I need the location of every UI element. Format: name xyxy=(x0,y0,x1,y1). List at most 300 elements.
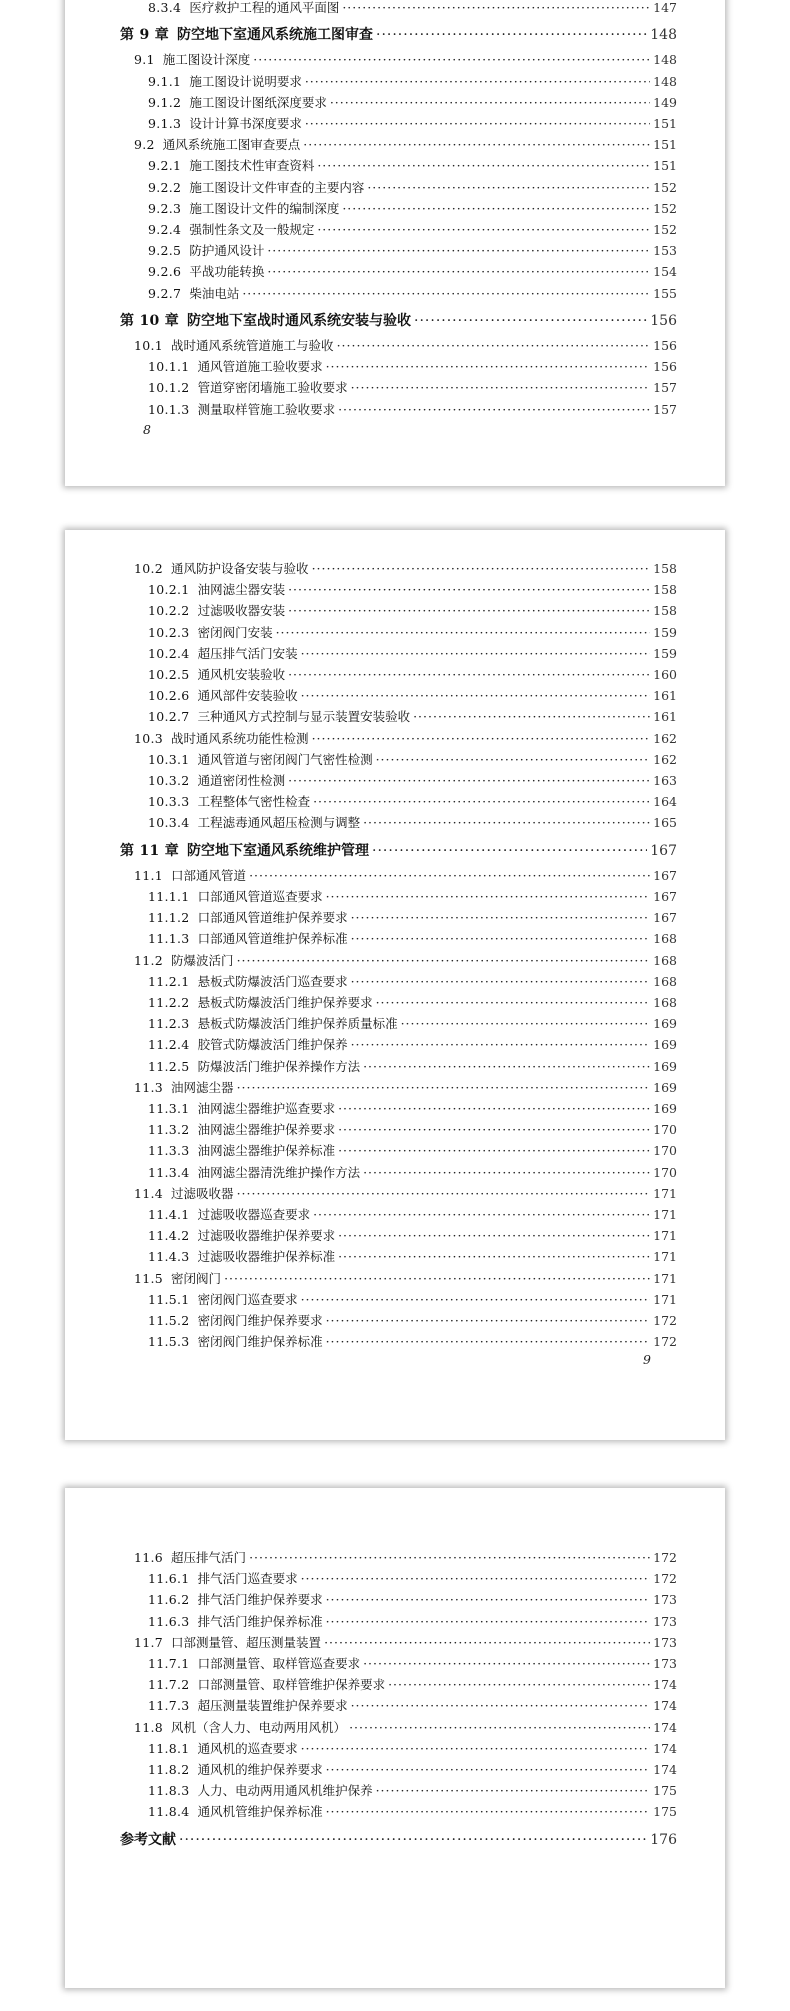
dot-leader xyxy=(351,974,651,990)
toc-entry-page: 151 xyxy=(653,137,677,153)
toc-entry[interactable] xyxy=(148,931,677,947)
toc-entry-page: 174 xyxy=(653,1719,677,1735)
toc-entry-page: 173 xyxy=(653,1592,677,1608)
toc-entry-title: 口部测量管、取样管维护保养要求 xyxy=(197,1677,386,1693)
toc-entry-title: 密闭阀门维护保养标准 xyxy=(197,1334,323,1350)
toc-entry-title: 通风机安装验收 xyxy=(197,667,286,682)
toc-entry-number: 10.3.1 xyxy=(148,751,190,767)
dot-leader xyxy=(376,995,651,1011)
dot-leader xyxy=(313,1207,650,1223)
toc-entry-number: 10.2 xyxy=(134,561,164,576)
page-number: 9 xyxy=(643,1352,651,1367)
toc-entry-page: 164 xyxy=(653,794,677,810)
toc-entry-title: 胶管式防爆波活门维护保养 xyxy=(197,1037,348,1053)
toc-entry-title: 通风部件安装验收 xyxy=(197,688,298,704)
dot-leader xyxy=(326,1804,651,1820)
toc-entry-number: 10.3.2 xyxy=(148,773,190,788)
dot-leader xyxy=(326,1334,651,1350)
toc-entry-page: 171 xyxy=(653,1185,677,1201)
toc-entry-number: 11.2.1 xyxy=(148,973,190,989)
dot-leader xyxy=(376,26,647,44)
toc-entry-number: 11.2.5 xyxy=(148,1058,190,1074)
toc-entry-title: 平战功能转换 xyxy=(189,264,265,280)
toc-entry-page: 174 xyxy=(653,1762,677,1777)
toc-entry-title: 油网滤尘器清洗维护操作方法 xyxy=(197,1164,361,1180)
toc-entry-title: 过滤吸收器维护保养要求 xyxy=(197,1228,336,1244)
toc-entry[interactable] xyxy=(148,1698,677,1714)
toc-entry[interactable] xyxy=(148,688,677,704)
toc-entry[interactable] xyxy=(148,910,677,926)
toc-entry-page: 175 xyxy=(653,1804,677,1820)
dot-leader xyxy=(363,815,650,831)
toc-entry[interactable] xyxy=(148,264,677,280)
toc-entry[interactable] xyxy=(148,752,677,768)
toc-entry-number: 11.4 xyxy=(134,1185,164,1201)
toc-entry-title: 油网滤尘器安装 xyxy=(197,582,286,598)
toc-entry-title: 三种通风方式控制与显示装置安装验收 xyxy=(197,709,411,725)
toc-entry-page: 169 xyxy=(653,1101,677,1116)
toc-entry-page: 172 xyxy=(653,1571,677,1587)
toc-entry-title: 口部测量管、取样管巡查要求 xyxy=(197,1656,361,1671)
toc-entry-page: 170 xyxy=(653,1164,677,1180)
toc-entry-title: 战时通风系统功能性检测 xyxy=(171,730,309,746)
toc-entry[interactable] xyxy=(148,1334,677,1350)
toc-entry-number: 8.3.4 xyxy=(148,0,182,15)
toc-entry-page: 171 xyxy=(653,1291,677,1307)
toc-entry[interactable] xyxy=(148,995,677,1011)
toc-entry-number: 11.2.2 xyxy=(148,995,190,1010)
toc-entry[interactable] xyxy=(148,1656,677,1672)
toc-entry-title: 口部通风管道 xyxy=(171,867,247,883)
toc-entry[interactable] xyxy=(148,889,677,905)
toc-entry-page: 167 xyxy=(653,867,677,883)
toc-entry[interactable] xyxy=(134,1186,677,1202)
toc-entry-page: 152 xyxy=(653,222,677,237)
toc-entry[interactable] xyxy=(148,1741,677,1757)
dot-leader xyxy=(326,1592,651,1608)
dot-leader xyxy=(363,1165,650,1181)
toc-entry-number: 11.1.2 xyxy=(148,910,190,926)
toc-entry-title: 过滤吸收器巡查要求 xyxy=(197,1207,311,1222)
toc-entry-title: 管道穿密闭墙施工验收要求 xyxy=(197,380,348,396)
toc-entry[interactable] xyxy=(148,1016,677,1032)
toc-entry-number: 10.3.3 xyxy=(148,794,190,810)
toc-entry-number: 11.8.4 xyxy=(148,1804,190,1820)
toc-entry-title: 施工图技术性审查资料 xyxy=(189,158,315,174)
toc-entry-number: 11.5.1 xyxy=(148,1291,190,1307)
toc-entry[interactable] xyxy=(148,1571,677,1587)
toc-entry-title: 强制性条文及一般规定 xyxy=(189,222,315,237)
toc-entry-number: 11.8.2 xyxy=(148,1762,190,1777)
toc-entry-number: 11.6.2 xyxy=(148,1592,190,1608)
toc-entry[interactable] xyxy=(148,1249,677,1265)
toc-entry-title: 测量取样管施工验收要求 xyxy=(197,401,336,417)
toc-entry-title: 施工图设计文件的编制深度 xyxy=(189,200,340,216)
toc-entry[interactable] xyxy=(148,1207,677,1223)
toc-entry-page: 173 xyxy=(653,1613,677,1629)
toc-entry-page: 157 xyxy=(653,401,677,417)
dot-leader xyxy=(413,709,650,725)
toc-entry-title: 通风机的巡查要求 xyxy=(197,1740,298,1756)
toc-entry-page: 169 xyxy=(653,1016,677,1032)
toc-entry-page: 147 xyxy=(653,0,677,15)
toc-entry-number: 11.1 xyxy=(134,867,164,883)
dot-leader xyxy=(326,1762,651,1778)
dot-leader xyxy=(288,582,650,598)
toc-entry-number: 9.2.4 xyxy=(148,222,182,237)
toc-entry[interactable] xyxy=(134,731,677,747)
dot-leader xyxy=(351,931,651,947)
toc-entry-title: 口部通风管道维护保养标准 xyxy=(197,931,348,947)
toc-entry-number: 9.1.1 xyxy=(148,73,182,89)
toc-entry-title: 防护通风设计 xyxy=(189,243,265,259)
dot-leader xyxy=(351,1698,651,1714)
toc-entry-number: 10.2.5 xyxy=(148,667,190,682)
toc-entry-number: 11.6.1 xyxy=(148,1571,190,1587)
dot-leader xyxy=(249,868,650,884)
toc-entry[interactable] xyxy=(134,1550,677,1566)
toc-entry-number: 10.1.3 xyxy=(148,401,190,417)
dot-leader xyxy=(267,264,650,280)
toc-entry-number: 11.5.2 xyxy=(148,1313,190,1328)
toc-entry[interactable] xyxy=(148,1313,677,1329)
dot-leader xyxy=(312,731,651,747)
toc-page-3 xyxy=(65,1488,725,1988)
toc-entry-page: 159 xyxy=(653,624,677,640)
toc-entry[interactable] xyxy=(148,1122,677,1138)
toc-entry-page: 162 xyxy=(653,730,677,746)
toc-entry-page: 172 xyxy=(653,1550,677,1565)
dot-leader xyxy=(301,1741,651,1757)
toc-entry-page: 155 xyxy=(653,285,677,301)
toc-entry-number: 10.1.1 xyxy=(148,359,190,375)
toc-entry-title: 悬板式防爆波活门维护保养质量标准 xyxy=(197,1016,398,1032)
toc-entry-number: 11.7 xyxy=(134,1634,164,1650)
toc-entry[interactable] xyxy=(134,1635,677,1651)
dot-leader xyxy=(363,1059,650,1075)
toc-entry[interactable] xyxy=(148,667,677,683)
toc-entry-page: 170 xyxy=(653,1143,677,1159)
toc-entry-number: 10.1 xyxy=(134,338,164,353)
toc-entry-page: 158 xyxy=(653,603,677,619)
toc-entry-page: 152 xyxy=(653,200,677,216)
toc-entry-page: 171 xyxy=(653,1270,677,1286)
dot-leader xyxy=(338,1228,650,1244)
toc-entry-number: 11.4.1 xyxy=(148,1207,190,1222)
toc-entry-page: 175 xyxy=(653,1783,677,1799)
toc-entry-title: 口部通风管道巡查要求 xyxy=(197,889,323,904)
toc-entry-title: 密闭阀门巡查要求 xyxy=(197,1291,298,1307)
toc-entry-title: 过滤吸收器维护保养标准 xyxy=(197,1249,336,1265)
toc-entry-page: 158 xyxy=(653,582,677,598)
toc-entry[interactable] xyxy=(148,402,677,418)
toc-entry-number: 第 9 章 xyxy=(120,27,169,44)
toc-entry-page: 161 xyxy=(653,688,677,704)
toc-entry[interactable] xyxy=(148,158,677,174)
toc-entry-page: 160 xyxy=(653,667,677,682)
toc-entry-number: 10.1.2 xyxy=(148,380,190,396)
toc-entry-number: 11.1.3 xyxy=(148,931,190,947)
toc-entry[interactable] xyxy=(148,201,677,217)
toc-entry[interactable] xyxy=(134,953,677,969)
toc-entry-number: 9.1.2 xyxy=(148,94,182,110)
toc-entry-page: 165 xyxy=(653,815,677,831)
toc-entry[interactable] xyxy=(148,0,677,16)
toc-entry-page: 172 xyxy=(653,1313,677,1328)
toc-entry-page: 173 xyxy=(653,1634,677,1650)
toc-entry-number: 11.5 xyxy=(134,1270,164,1286)
toc-entry-page: 158 xyxy=(653,561,677,576)
toc-entry-number: 11.3.2 xyxy=(148,1122,190,1138)
toc-entry-number: 9.2.1 xyxy=(148,158,182,174)
toc-entry-page: 151 xyxy=(653,158,677,174)
toc-entry-number: 11.7.2 xyxy=(148,1677,190,1693)
dot-leader xyxy=(276,625,651,641)
toc-entry-number: 10.3 xyxy=(134,730,164,746)
toc-entry[interactable] xyxy=(148,603,677,619)
toc-entry[interactable] xyxy=(148,286,677,302)
toc-entry[interactable] xyxy=(148,974,677,990)
toc-entry-title: 施工图设计说明要求 xyxy=(189,73,302,89)
toc-entry-title: 口部通风管道维护保养要求 xyxy=(197,910,348,926)
toc-entry[interactable] xyxy=(134,868,677,884)
toc-entry[interactable] xyxy=(134,561,677,577)
toc-entry[interactable] xyxy=(148,74,677,90)
toc-entry[interactable] xyxy=(148,625,677,641)
toc-entry-page: 168 xyxy=(653,995,677,1010)
toc-entry-title: 油网滤尘器 xyxy=(171,1079,234,1095)
toc-entry[interactable] xyxy=(134,52,677,68)
toc-entry-number: 11.6.3 xyxy=(148,1613,190,1629)
toc-entry-title: 防空地下室战时通风系统安装与验收 xyxy=(187,312,412,329)
toc-entry-page: 163 xyxy=(653,773,677,788)
dot-leader xyxy=(237,953,651,969)
toc-entry-title: 通风管道施工验收要求 xyxy=(197,359,323,375)
toc-entry-page: 148 xyxy=(653,52,677,68)
toc-entry-page: 174 xyxy=(653,1677,677,1693)
toc-entry-number: 11.8 xyxy=(134,1719,164,1735)
toc-entry-number: 11.8.3 xyxy=(148,1783,190,1799)
toc-entry-number: 11.2 xyxy=(134,952,164,968)
toc-entry-title: 医疗救护工程的通风平面图 xyxy=(189,0,340,15)
toc-chapter[interactable] xyxy=(120,842,677,860)
toc-entry-page: 151 xyxy=(653,116,677,131)
toc-entry[interactable] xyxy=(134,1720,677,1736)
toc-entry-number: 11.3.4 xyxy=(148,1164,190,1180)
toc-entry-title: 施工图设计文件审查的主要内容 xyxy=(189,179,365,195)
toc-entry-title: 施工图设计图纸深度要求 xyxy=(189,94,327,110)
toc-entry[interactable] xyxy=(148,180,677,196)
dot-leader xyxy=(237,1186,651,1202)
toc-entry-title: 悬板式防爆波活门维护保养要求 xyxy=(197,995,373,1010)
toc-entry-number: 9.2.6 xyxy=(148,264,182,280)
toc-entry-title: 通风防护设备安装与验收 xyxy=(171,561,309,576)
dot-leader xyxy=(305,116,650,132)
toc-entry-title: 工程整体气密性检查 xyxy=(197,794,311,810)
toc-entry[interactable] xyxy=(148,359,677,375)
toc-chapter[interactable] xyxy=(120,1831,677,1849)
page-number: 8 xyxy=(143,422,151,437)
toc-page-1 xyxy=(65,0,725,486)
toc-entry-page: 169 xyxy=(653,1058,677,1074)
dot-leader xyxy=(376,752,651,768)
toc-entry[interactable] xyxy=(148,709,677,725)
toc-entry[interactable] xyxy=(148,815,677,831)
toc-entry-page: 161 xyxy=(653,709,677,725)
toc-entry[interactable] xyxy=(148,1165,677,1181)
toc-entry[interactable] xyxy=(134,338,677,354)
toc-entry-page: 171 xyxy=(653,1228,677,1244)
toc-chapter[interactable] xyxy=(120,312,677,330)
toc-entry[interactable] xyxy=(134,1080,677,1096)
dot-leader xyxy=(326,1313,651,1329)
dot-leader xyxy=(305,74,650,90)
dot-leader xyxy=(288,667,650,683)
dot-leader xyxy=(330,95,650,111)
toc-entry-page: 171 xyxy=(653,1249,677,1265)
toc-entry[interactable] xyxy=(148,243,677,259)
toc-entry-title: 战时通风系统管道施工与验收 xyxy=(171,338,334,353)
dot-leader xyxy=(242,286,650,302)
toc-entry-title: 超压排气活门安装 xyxy=(197,645,298,661)
toc-entry-title: 通风机的维护保养要求 xyxy=(197,1762,323,1777)
dot-leader xyxy=(288,773,650,789)
dot-leader xyxy=(301,688,651,704)
toc-entry-number: 11.1.1 xyxy=(148,889,190,904)
toc-entry-number: 9.1.3 xyxy=(148,116,182,131)
toc-entry[interactable] xyxy=(148,1614,677,1630)
toc-entry-page: 169 xyxy=(653,1079,677,1095)
toc-entry-page: 167 xyxy=(653,910,677,926)
dot-leader xyxy=(301,1292,651,1308)
dot-leader xyxy=(324,1635,650,1651)
toc-entry-page: 168 xyxy=(653,952,677,968)
toc-entry-number: 11.3 xyxy=(134,1079,164,1095)
toc-page-2 xyxy=(65,530,725,1440)
toc-entry[interactable] xyxy=(148,95,677,111)
toc-entry[interactable] xyxy=(148,1804,677,1820)
dot-leader xyxy=(351,1037,651,1053)
dot-leader xyxy=(179,1831,647,1849)
toc-entry-page: 148 xyxy=(650,27,677,44)
toc-entry-page: 168 xyxy=(653,931,677,947)
toc-entry[interactable] xyxy=(148,582,677,598)
toc-entry-page: 174 xyxy=(653,1698,677,1714)
toc-entry[interactable] xyxy=(148,794,677,810)
dot-leader xyxy=(249,1550,650,1566)
toc-entry-number: 第 10 章 xyxy=(120,312,180,329)
dot-leader xyxy=(351,380,651,396)
toc-entry-page: 174 xyxy=(653,1740,677,1756)
toc-entry-number: 11.3.1 xyxy=(148,1101,190,1116)
toc-entry[interactable] xyxy=(148,380,677,396)
dot-leader xyxy=(388,1677,650,1693)
dot-leader xyxy=(338,1101,650,1117)
toc-entry-number: 10.2.1 xyxy=(148,582,190,598)
dot-leader xyxy=(338,402,650,418)
toc-entry-page: 156 xyxy=(653,338,677,353)
toc-entry-number: 10.2.6 xyxy=(148,688,190,704)
toc-entry[interactable] xyxy=(148,222,677,238)
toc-entry[interactable] xyxy=(134,137,677,153)
toc-entry-title: 超压测量装置维护保养要求 xyxy=(197,1698,348,1714)
toc-entry[interactable] xyxy=(148,646,677,662)
dot-leader xyxy=(338,1143,650,1159)
toc-entry-page: 167 xyxy=(653,889,677,904)
toc-entry-title: 通风系统施工图审查要点 xyxy=(162,137,301,153)
toc-entry-number: 11.2.4 xyxy=(148,1037,190,1053)
toc-entry-number: 11.2.3 xyxy=(148,1016,190,1032)
dot-leader xyxy=(301,646,651,662)
toc-entry-title: 过滤吸收器安装 xyxy=(197,603,286,619)
dot-leader xyxy=(312,561,651,577)
toc-entry-title: 防空地下室通风系统维护管理 xyxy=(187,842,370,859)
toc-entry[interactable] xyxy=(148,773,677,789)
toc-entry[interactable] xyxy=(148,1059,677,1075)
dot-leader xyxy=(237,1080,651,1096)
toc-entry-page: 171 xyxy=(653,1207,677,1222)
toc-entry-title: 悬板式防爆波活门巡查要求 xyxy=(197,973,348,989)
toc-entry[interactable] xyxy=(148,1037,677,1053)
toc-entry-page: 152 xyxy=(653,179,677,195)
toc-entry-title: 油网滤尘器维护保养标准 xyxy=(197,1143,336,1159)
dot-leader xyxy=(338,1122,650,1138)
dot-leader xyxy=(313,794,650,810)
dot-leader xyxy=(414,312,647,330)
toc-entry[interactable] xyxy=(148,1143,677,1159)
dot-leader xyxy=(317,158,650,174)
dot-leader xyxy=(224,1271,650,1287)
toc-entry-page: 159 xyxy=(653,645,677,661)
toc-entry-number: 9.1 xyxy=(134,52,155,68)
toc-entry-title: 防爆波活门维护保养操作方法 xyxy=(197,1058,361,1074)
toc-entry-title: 防爆波活门 xyxy=(171,952,234,968)
dot-leader xyxy=(326,889,651,905)
toc-entry[interactable] xyxy=(148,1677,677,1693)
toc-entry[interactable] xyxy=(148,1101,677,1117)
dot-leader xyxy=(301,1571,651,1587)
dot-leader xyxy=(253,52,650,68)
toc-entry[interactable] xyxy=(148,116,677,132)
dot-leader xyxy=(303,137,650,153)
toc-entry-page: 154 xyxy=(653,264,677,280)
dot-leader xyxy=(372,842,647,860)
toc-entry-page: 173 xyxy=(653,1656,677,1671)
toc-entry-title: 风机（含人力、电动两用风机） xyxy=(171,1719,347,1735)
toc-entry-title: 过滤吸收器 xyxy=(171,1185,234,1201)
toc-entry[interactable] xyxy=(148,1783,677,1799)
toc-entry-number: 11.7.1 xyxy=(148,1656,190,1671)
toc-entry-page: 149 xyxy=(653,94,677,110)
toc-entry-title: 密闭阀门维护保养要求 xyxy=(197,1313,323,1328)
toc-entry[interactable] xyxy=(148,1292,677,1308)
dot-leader xyxy=(342,0,650,16)
toc-entry-number: 10.3.4 xyxy=(148,815,190,831)
dot-leader xyxy=(367,180,650,196)
toc-entry-title: 工程滤毒通风超压检测与调整 xyxy=(197,815,361,831)
toc-entry-title: 防空地下室通风系统施工图审查 xyxy=(177,27,373,44)
toc-entry-number: 9.2.7 xyxy=(148,285,182,301)
toc-entry[interactable] xyxy=(148,1228,677,1244)
toc-entry-number: 10.2.3 xyxy=(148,624,190,640)
toc-entry[interactable] xyxy=(134,1271,677,1287)
dot-leader xyxy=(342,201,650,217)
toc-entry-title: 设计计算书深度要求 xyxy=(189,116,302,131)
toc-entry-title: 参考文献 xyxy=(120,1831,176,1848)
toc-entry[interactable] xyxy=(148,1592,677,1608)
toc-chapter[interactable] xyxy=(120,26,677,44)
toc-entry[interactable] xyxy=(148,1762,677,1778)
